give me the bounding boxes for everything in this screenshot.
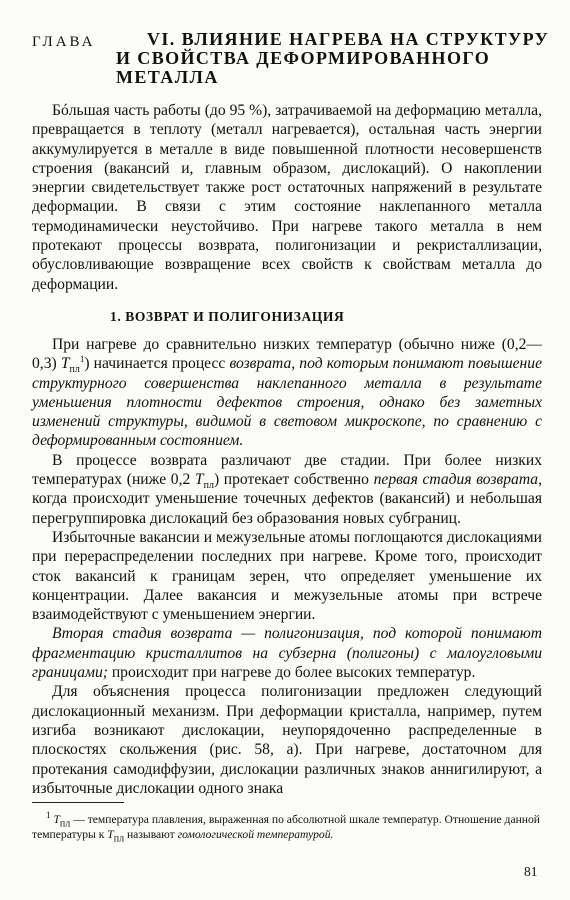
chapter-title: [116, 30, 556, 87]
paragraph-stages: [32, 451, 542, 528]
t-subscript: пл: [59, 818, 71, 830]
t-subscript: пл: [113, 833, 125, 845]
chapter-number: VI.: [147, 29, 176, 49]
t-symbol: T: [60, 355, 70, 373]
t-symbol: T: [107, 828, 114, 841]
footnote-italic: гомологической температурой.: [177, 828, 334, 841]
para3-text-a: В процессе возврата различают две стадии. При более низких температурах (ниже 0,2: [32, 451, 542, 489]
para2-italic: возврата, под которым понимают повышение структурного совершенства наклепанного металла в результате уменьшения плотности дефектов строения, однако без заметных изменений структуры, видимой в световом микроскопе, по сравнению с деформированным состоянием.: [32, 355, 542, 450]
para3-italic: первая стадия возврата: [373, 471, 539, 489]
t-symbol: T: [53, 813, 60, 826]
t-subscript: пл: [69, 364, 80, 376]
footnote-text-b: называют: [124, 828, 178, 841]
paragraph-return: [32, 335, 542, 451]
footnote-text-a: — температура плавления, выраженная по абсолютной шкале температур. Отношение данной температуры к: [32, 813, 540, 841]
page-number: 81: [524, 864, 538, 879]
t-symbol: T: [194, 471, 204, 489]
intro-paragraph: Бóльшая часть работы (до 95 %), затрачиваемой на деформацию металла, превращается в теплоту (металл нагревается), остальная часть энергии аккумулируется в металле в виде повышенной плотности несовершенств строения (вакансий и, главным образом, дислокаций). О накоплении энергии свидетельствует также рост остаточных напряжений в результате деформации. В связи с этим состояние наклепанного металла термодинамически неустойчиво. При нагреве такого металла в нем протекают процессы возврата, полигонизации и рекристаллизации, обусловливающие возвращение всех свойств к свойствам металла до деформации.: [32, 102, 542, 293]
paragraph-mechanism: Для объяснения процесса полигонизации предложен следующий дислокационный механизм. При деформации кристалла, например, путем изгиба возникают дислокации, неупорядоченно распределенные в плоскостях скольжения (рис. 58, а). При нагреве, достаточном для протекания самодиффузии, дислокации различных знаков аннигилируют, а избыточные дислокации одного знака: [32, 683, 542, 797]
para2-text-b: ) начинается процесс: [84, 355, 230, 373]
footnote-mark: 1: [46, 810, 51, 821]
chapter-label: ГЛАВА: [32, 34, 96, 50]
paragraph-vacancies: Избыточные вакансии и межузельные атомы поглощаются дислокациями при перераспределении последних при нагреве. Кроме того, происходит сток вакансий к границам зерен, что определяет уменьшение их концентрации. Далее вакансия и межузельные атомы при встрече взаимодействуют с уменьшением энергии.: [32, 528, 542, 624]
para2-text-a: При нагреве до сравнительно низких температур (обычно ниже (0,2—0,3): [32, 336, 542, 373]
intro-block: [32, 101, 542, 294]
footnote-divider: [32, 802, 124, 803]
para3-text-c: , когда происходит уменьшение точечных дефектов (вакансий) и небольшая перегруппировка дислокаций без образования новых субграниц.: [32, 471, 542, 527]
footnote: [32, 810, 540, 845]
para5-italic: Вторая стадия возврата — полигонизация, под которой понимают фрагментацию кристаллитов на субзерна (полигоны) с малоугловыми границами;: [32, 625, 542, 682]
para3-text-b: ) протекает собственно: [213, 471, 374, 489]
para5-text: происходит при нагреве до более высоких температур.: [107, 664, 476, 682]
chapter-title-text: ВЛИЯНИЕ НАГРЕВА НА СТРУКТУРУ И СВОЙСТВА ДЕФОРМИРОВАННОГО МЕТАЛЛА: [116, 29, 550, 87]
section-title: 1. ВОЗВРАТ И ПОЛИГОНИЗАЦИЯ: [110, 309, 345, 324]
paragraph-polygonization: [32, 624, 542, 682]
footnote-ref: 1: [79, 354, 85, 365]
t-subscript: пл: [203, 480, 214, 492]
main-text: [32, 335, 542, 798]
